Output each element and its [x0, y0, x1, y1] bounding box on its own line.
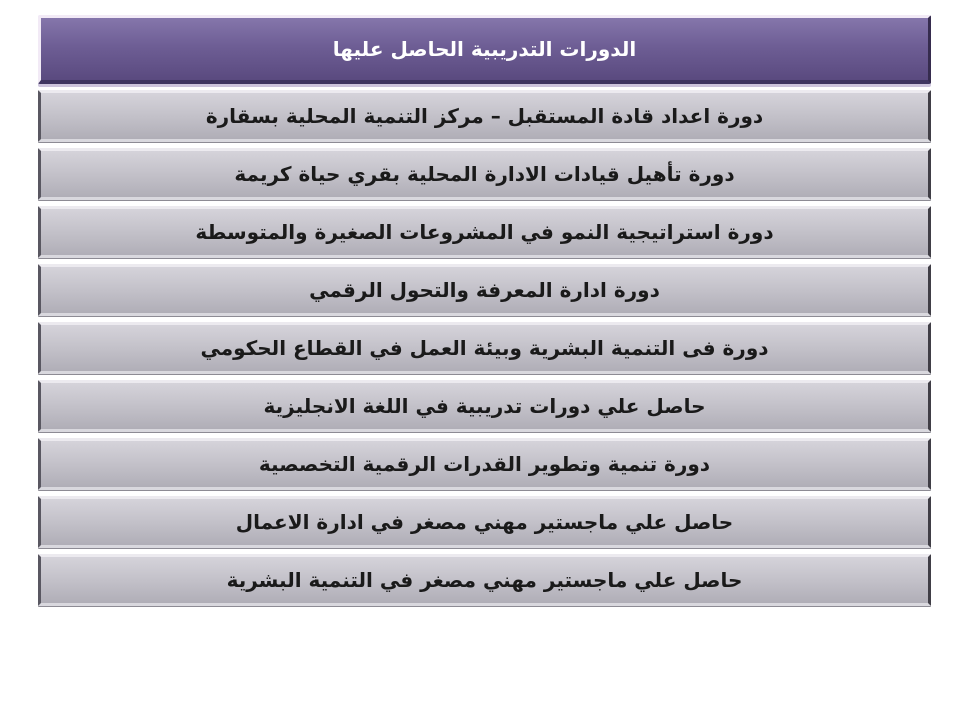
list-item — [38, 322, 931, 374]
list-item — [38, 496, 931, 548]
list-item — [38, 148, 931, 200]
list-item-label: حاصل علي ماجستير مهني مصغر في ادارة الاعمال — [235, 510, 734, 534]
list-item-label: دورة تنمية وتطوير القدرات الرقمية التخصصية — [258, 452, 711, 476]
list-item-label: دورة اعداد قادة المستقبل – مركز التنمية المحلية بسقارة — [205, 104, 764, 128]
list-item-label: دورة ادارة المعرفة والتحول الرقمي — [309, 278, 660, 302]
page-title: الدورات التدريبية الحاصل عليها — [332, 37, 637, 61]
list-item-label: حاصل علي ماجستير مهني مصغر في التنمية البشرية — [226, 568, 743, 592]
list-item — [38, 206, 931, 258]
training-courses-list — [38, 15, 931, 612]
list-item — [38, 90, 931, 142]
list-item-label: دورة استراتيجية النمو في المشروعات الصغيرة والمتوسطة — [195, 220, 774, 244]
list-item — [38, 438, 931, 490]
list-item-label: دورة فى التنمية البشرية وبيئة العمل في القطاع الحكومي — [200, 336, 769, 360]
list-item-label: حاصل علي دورات تدريبية في اللغة الانجليزية — [263, 394, 706, 418]
list-item — [38, 264, 931, 316]
list-item — [38, 380, 931, 432]
list-item-label: دورة تأهيل قيادات الادارة المحلية بقري حياة كريمة — [234, 162, 735, 186]
list-header-bar — [38, 15, 931, 84]
list-item — [38, 554, 931, 606]
